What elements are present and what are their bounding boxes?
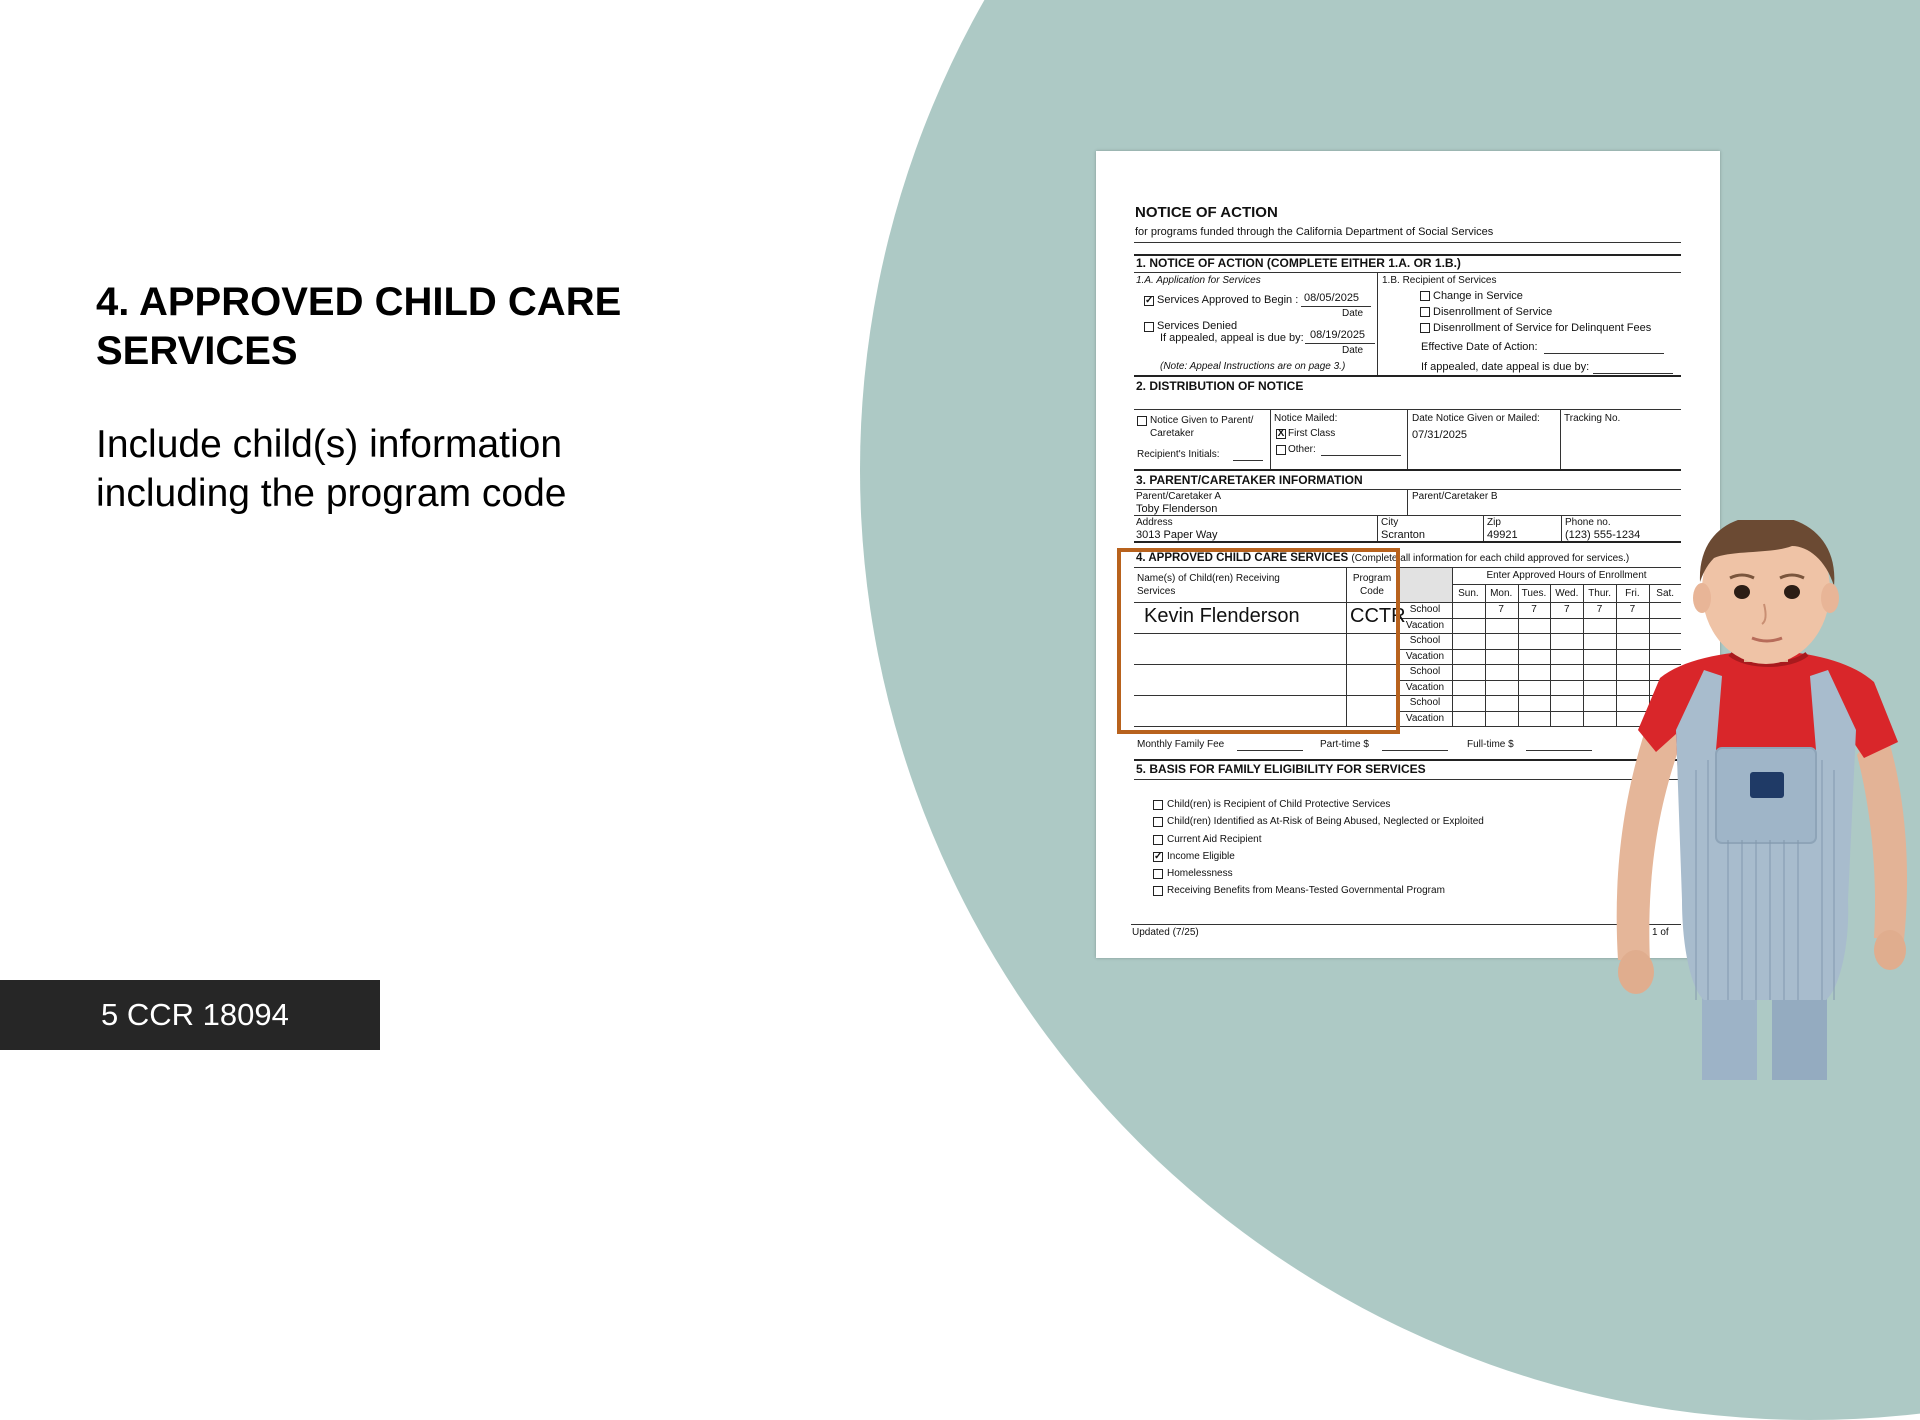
address-label: Address — [1136, 517, 1173, 528]
grid-hours-value: 7 — [1498, 604, 1504, 615]
grid-row-type: Vacation — [1405, 619, 1445, 631]
column-divider — [1270, 409, 1271, 469]
underline — [1305, 343, 1375, 344]
eligibility-checkbox[interactable] — [1153, 869, 1163, 879]
section5-heading: 5. BASIS FOR FAMILY ELIGIBILITY FOR SERVICES — [1136, 762, 1426, 776]
disenroll-fees-checkbox[interactable] — [1420, 323, 1430, 333]
eligibility-item: Income Eligible — [1167, 851, 1235, 862]
underline — [1301, 306, 1371, 307]
effective-date-label: Effective Date of Action: — [1421, 341, 1538, 353]
grid-day-header: Wed. — [1555, 588, 1579, 599]
underline — [1593, 373, 1673, 374]
rule — [1134, 759, 1681, 761]
rule — [1134, 272, 1681, 273]
underline — [1526, 750, 1592, 751]
slide-body-line1: Include child(s) information — [96, 423, 563, 466]
part-time-label: Part-time $ — [1320, 739, 1369, 750]
eligibility-item: Homelessness — [1167, 868, 1233, 879]
notice-given-line2: Caretaker — [1150, 428, 1194, 439]
child-left-leg — [1702, 990, 1757, 1080]
child-ear — [1693, 583, 1711, 613]
grid-hours-heading: Enter Approved Hours of Enrollment — [1486, 570, 1647, 581]
slide-body-text — [96, 420, 696, 518]
family-fee-label: Monthly Family Fee — [1137, 739, 1225, 750]
rule — [1134, 515, 1681, 516]
form-subtitle: for programs funded through the California Department of Social Services — [1135, 226, 1494, 238]
grid-row-type: Vacation — [1405, 681, 1445, 693]
grid-hours-value: 7 — [1564, 604, 1570, 615]
section1a-label: 1.A. Application for Services — [1136, 275, 1261, 286]
grid-day-header: Sat. — [1656, 588, 1675, 599]
slide-title — [96, 278, 716, 376]
rule — [1131, 924, 1681, 925]
child-left-hand — [1618, 950, 1654, 994]
grid-row-type: School — [1409, 635, 1441, 646]
rule — [1134, 375, 1681, 377]
column-divider — [1483, 515, 1484, 541]
appeal-b-label: If appealed, date appeal is due by: — [1421, 361, 1590, 373]
eligibility-item: Current Aid Recipient — [1167, 834, 1262, 845]
footer-updated: Updated (7/25) — [1132, 927, 1199, 938]
parent-a-name: Toby Flenderson — [1136, 503, 1218, 515]
column-divider — [1561, 515, 1562, 541]
eligibility-item: Receiving Benefits from Means-Tested Governmental Program — [1167, 885, 1445, 896]
underline — [1321, 455, 1401, 456]
notice-given-checkbox[interactable] — [1137, 416, 1147, 426]
other-label: Other: — [1288, 444, 1316, 455]
slide-title-line1: 4. APPROVED CHILD CARE — [96, 280, 622, 324]
other-checkbox[interactable] — [1276, 445, 1286, 455]
program-code: CCTR — [1350, 605, 1406, 627]
section1b-label: 1.B. Recipient of Services — [1382, 275, 1497, 286]
overalls-label — [1750, 772, 1784, 798]
rule — [1134, 469, 1681, 471]
income-eligible-checkbox[interactable]: ✓ — [1154, 851, 1163, 862]
grid-day-header: Fri. — [1625, 588, 1640, 599]
approved-checkbox[interactable]: ✓ — [1145, 295, 1154, 306]
grid-header-shade — [1398, 568, 1452, 602]
eligibility-checkbox[interactable] — [1153, 886, 1163, 896]
child-left-arm — [1617, 710, 1682, 962]
grid-day-header: Thur. — [1588, 588, 1611, 599]
child-right-leg — [1772, 990, 1827, 1080]
slide-title-line2: SERVICES — [96, 329, 298, 373]
column-divider — [1560, 409, 1561, 469]
grid-day-header: Sun. — [1458, 588, 1479, 599]
denied-checkbox[interactable] — [1144, 322, 1154, 332]
eligibility-checkbox[interactable] — [1153, 835, 1163, 845]
citation-bar: 5 CCR 18094 — [0, 980, 380, 1050]
grid-code-header-line1: Program — [1352, 573, 1392, 584]
rule — [1134, 779, 1681, 780]
grid-names-header-line2: Services — [1137, 586, 1176, 597]
appeal-date: 08/19/2025 — [1310, 329, 1366, 341]
eligibility-checkbox[interactable] — [1153, 800, 1163, 810]
appeal-note: (Note: Appeal Instructions are on page 3.) — [1160, 361, 1346, 372]
eligibility-checkbox[interactable] — [1153, 817, 1163, 827]
city-value: Scranton — [1381, 529, 1426, 541]
section3-heading: 3. PARENT/CARETAKER INFORMATION — [1136, 473, 1363, 487]
section2-heading: 2. DISTRIBUTION OF NOTICE — [1136, 379, 1304, 393]
form-title: NOTICE OF ACTION — [1135, 204, 1278, 221]
disenroll-checkbox[interactable] — [1420, 307, 1430, 317]
grid-row-type: School — [1409, 697, 1441, 708]
column-divider — [1407, 489, 1408, 515]
disenroll-label: Disenrollment of Service — [1433, 306, 1553, 318]
change-checkbox[interactable] — [1420, 291, 1430, 301]
address-value: 3013 Paper Way — [1136, 529, 1218, 541]
child-ear — [1821, 583, 1839, 613]
underline — [1237, 750, 1303, 751]
eligibility-item: Child(ren) Identified as At-Risk of Being Abused, Neglected or Exploited — [1167, 816, 1484, 827]
underline — [1233, 460, 1263, 461]
rule — [1134, 242, 1681, 243]
section4-heading: 4. APPROVED CHILD CARE SERVICES — [1136, 552, 1349, 564]
zip-value: 49921 — [1487, 529, 1518, 541]
tracking-label: Tracking No. — [1564, 413, 1621, 424]
child-eye — [1734, 585, 1750, 599]
date-caption: Date — [1342, 308, 1364, 319]
grid-row-type: School — [1409, 604, 1441, 615]
recipient-initials-label: Recipient's Initials: — [1137, 449, 1220, 460]
approved-date: 08/05/2025 — [1304, 292, 1360, 304]
date-caption: Date — [1342, 345, 1364, 356]
child-photo — [1612, 520, 1920, 1080]
section1-heading: 1. NOTICE OF ACTION (COMPLETE EITHER 1.A. OR 1.B.) — [1136, 256, 1461, 270]
rule — [1134, 541, 1681, 543]
child-name: Kevin Flenderson — [1144, 605, 1300, 627]
footer-page: 1 of — [1652, 927, 1669, 938]
underline — [1544, 353, 1664, 354]
column-divider — [1377, 515, 1378, 541]
section4-note: (Complete all information for each child approved for services.) — [1351, 553, 1630, 564]
phone-value: (123) 555-1234 — [1565, 529, 1641, 541]
phone-label: Phone no. — [1565, 517, 1611, 528]
first-class-checkbox[interactable]: X — [1277, 428, 1285, 439]
notice-mailed-label: Notice Mailed: — [1274, 413, 1338, 424]
first-class-label: First Class — [1288, 428, 1336, 439]
full-time-label: Full-time $ — [1467, 739, 1514, 750]
grid-row-type: School — [1409, 666, 1441, 677]
column-divider — [1377, 273, 1378, 375]
zip-label: Zip — [1487, 517, 1501, 528]
grid-hours-value: 7 — [1531, 604, 1537, 615]
date-given-value: 07/31/2025 — [1412, 429, 1468, 441]
child-eye — [1784, 585, 1800, 599]
section4-highlight-box — [1117, 548, 1400, 734]
slide-body-line2: including the program code — [96, 472, 567, 515]
denied-label: Services Denied — [1157, 320, 1238, 332]
grid-day-header: Mon. — [1490, 588, 1513, 599]
parent-b-label: Parent/Caretaker B — [1412, 491, 1498, 502]
child-right-hand — [1874, 930, 1906, 970]
parent-a-label: Parent/Caretaker A — [1136, 491, 1222, 502]
change-label: Change in Service — [1433, 290, 1523, 302]
date-given-label: Date Notice Given or Mailed: — [1412, 413, 1540, 424]
grid-row-type: Vacation — [1405, 650, 1445, 662]
eligibility-item: Child(ren) is Recipient of Child Protective Services — [1167, 799, 1391, 810]
appeal-due-label: If appealed, appeal is due by: — [1160, 332, 1304, 344]
approved-label: Services Approved to Begin : — [1157, 294, 1299, 306]
city-label: City — [1381, 517, 1399, 528]
grid-row-type: Vacation — [1405, 712, 1445, 724]
notice-given-line1: Notice Given to Parent/ — [1150, 415, 1254, 426]
grid-code-header-line2: Code — [1360, 586, 1384, 597]
grid-hours-value: 7 — [1596, 604, 1603, 615]
underline — [1382, 750, 1448, 751]
grid-day-header: Tues. — [1521, 588, 1547, 599]
column-divider — [1407, 409, 1408, 469]
grid-names-header-line1: Name(s) of Child(ren) Receiving — [1137, 573, 1280, 584]
grid-hours-value: 7 — [1629, 604, 1636, 615]
disenroll-fees-label: Disenrollment of Service for Delinquent Fees — [1433, 322, 1652, 334]
